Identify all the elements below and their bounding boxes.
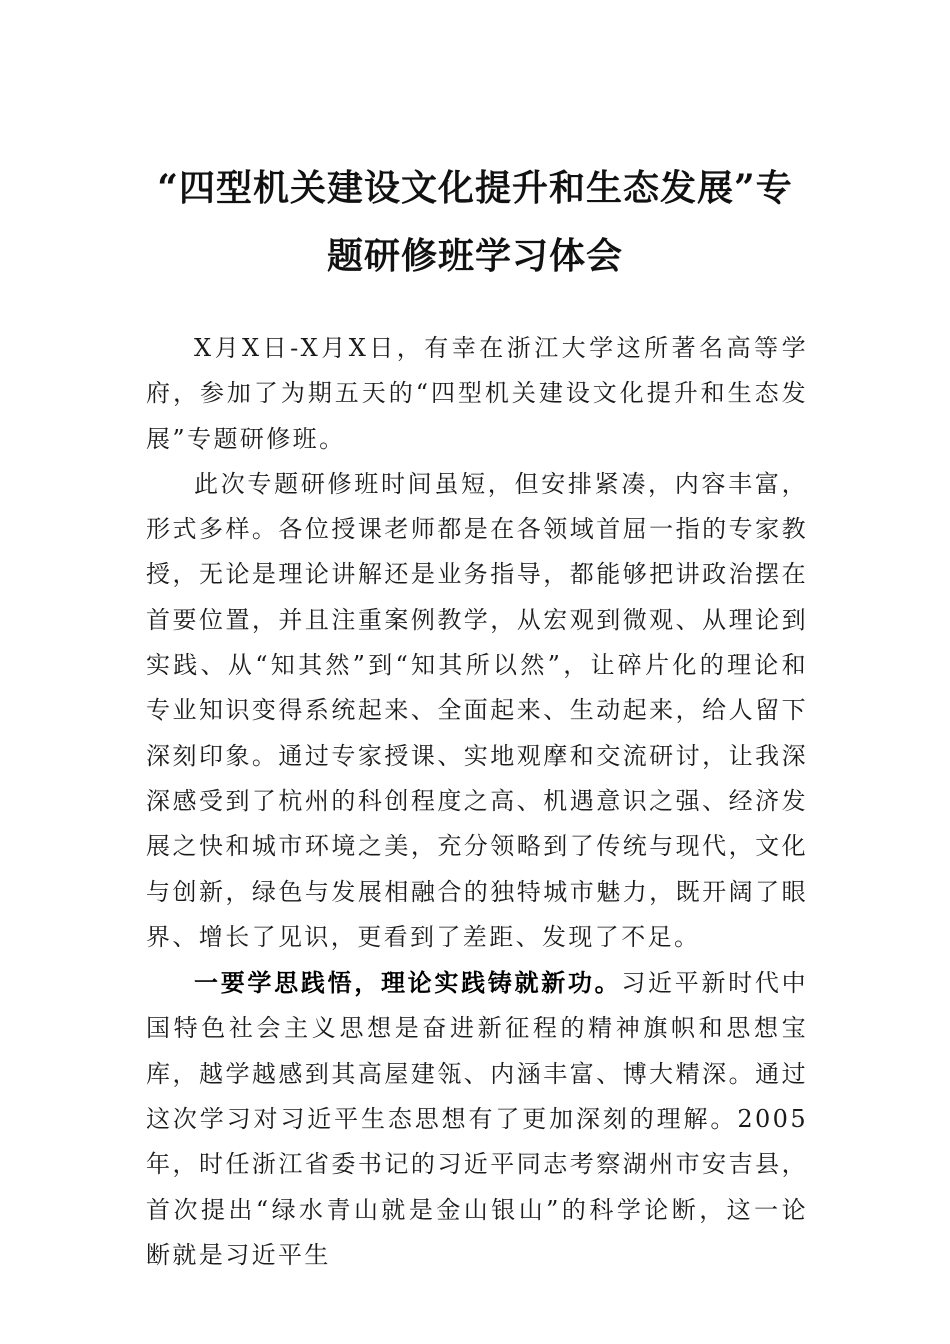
document-title-line-1: “四型机关建设文化提升和生态发展”专	[157, 167, 793, 209]
document-body	[146, 326, 808, 1278]
paragraph-3-lead-heading: 一要学思践悟，理论实践铸就新功。	[194, 968, 622, 998]
paragraph-3	[146, 960, 808, 1278]
paragraph-3-text: 习近平新时代中国特色社会主义思想是奋进新征程的精神旗帜和思想宝库，越学越感到其高屋建瓴、内涵丰富、博大精深。通过这次学习对习近平生态思想有了更加深刻的理解。2005年，时任浙江省委书记的习近平同志考察湖州市安吉县，首次提出“绿水青山就是金山银山”的科学论断，这一论断就是习近平生	[146, 969, 808, 1269]
paragraph-2	[146, 462, 808, 960]
paragraph-2-text: 此次专题研修班时间虽短，但安排紧凑，内容丰富，形式多样。各位授课老师都是在各领域首屈一指的专家教授，无论是理论讲解还是业务指导，都能够把讲政治摆在首要位置，并且注重案例教学，从宏观到微观、从理论到实践、从“知其然”到“知其所以然”，让碎片化的理论和专业知识变得系统起来、全面起来、生动起来，给人留下深刻印象。通过专家授课、实地观摩和交流研讨，让我深深感受到了杭州的科创程度之高、机遇意识之强、经济发展之快和城市环境之美，充分领略到了传统与现代，文化与创新，绿色与发展相融合的独特城市魅力，既开阔了眼界、增长了见识，更看到了差距、发现了不足。	[146, 469, 808, 951]
paragraph-1-text: X月X日-X月X日，有幸在浙江大学这所著名高等学府，参加了为期五天的“四型机关建设文化提升和生态发展”专题研修班。	[146, 334, 808, 453]
document-title-line-2: 题研修班学习体会	[326, 235, 623, 277]
paragraph-1	[146, 326, 808, 462]
